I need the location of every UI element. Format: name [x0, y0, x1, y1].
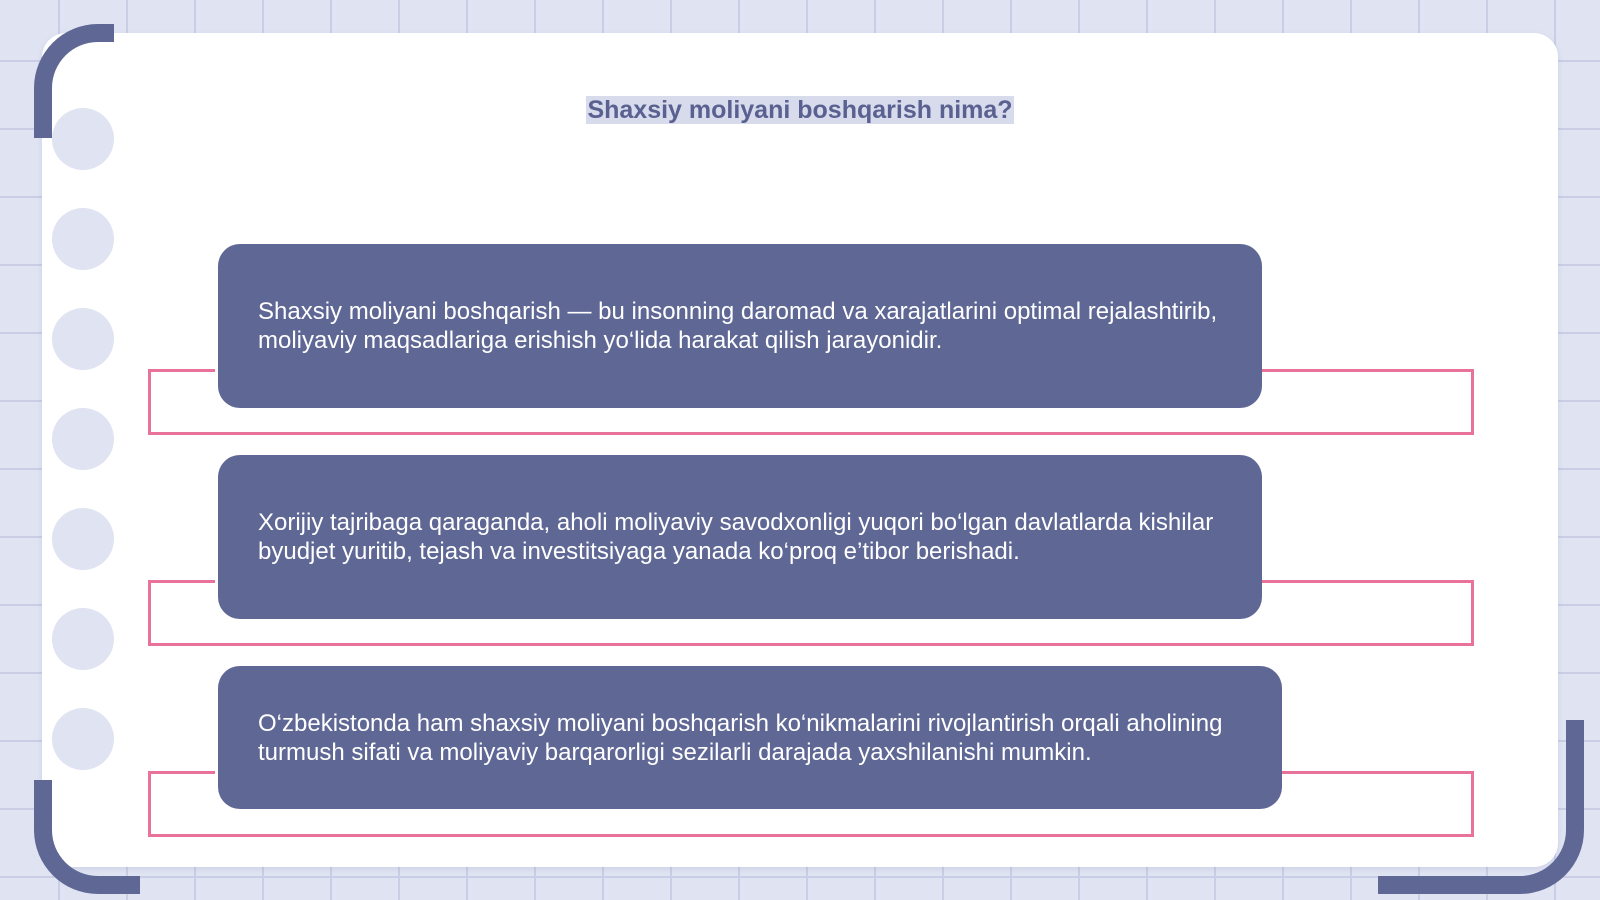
paper-notch — [52, 408, 114, 470]
paper-notch — [52, 508, 114, 570]
info-card-text: Xorijiy tajribaga qaraganda, aholi moliyaviy savodxonligi yuqori bo‘lgan davlatlarda kishilar byudjet yuritib, tejash va investitsiyaga yanada ko‘proq e’tibor berishadi. — [258, 509, 1214, 565]
info-card-text: Shaxsiy moliyani boshqarish — bu insonning daromad va xarajatlarini optimal rejalashtirib, moliyaviy maqsadlariga erishish yo‘lida harakat qilish jarayonidir. — [258, 298, 1218, 354]
slide-title-text: Shaxsiy moliyani boshqarish nima? — [587, 96, 1013, 124]
paper-notch — [52, 308, 114, 370]
paper-notch — [52, 208, 114, 270]
corner-bracket-bottom-left — [34, 780, 140, 894]
info-card-2 — [218, 455, 1262, 619]
slide-title — [0, 96, 1600, 125]
info-card-1 — [218, 244, 1262, 408]
info-card-text: O‘zbekistonda ham shaxsiy moliyani boshqarish ko‘nikmalarini rivojlantirish orqali aholining turmush sifati va moliyaviy barqarorligi sezilarli darajada yaxshilanishi mumkin. — [258, 709, 1223, 766]
paper-notch — [52, 708, 114, 770]
paper-notch — [52, 608, 114, 670]
info-card-3 — [218, 666, 1282, 809]
